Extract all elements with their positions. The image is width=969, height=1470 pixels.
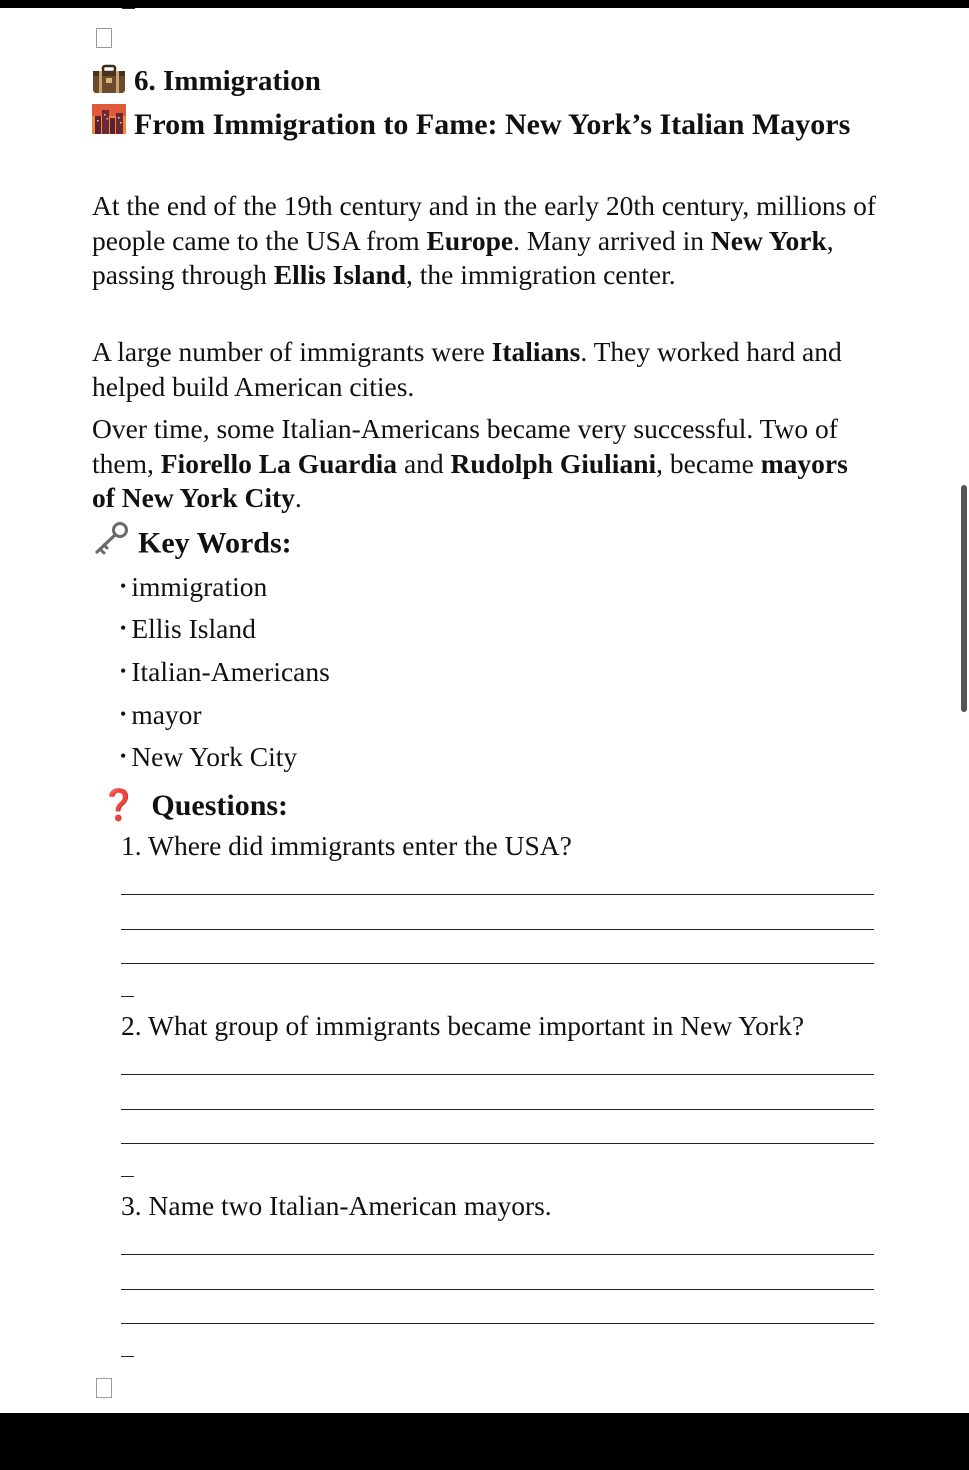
answer-line[interactable] [121, 1143, 874, 1144]
p1-bold-ellis-island: Ellis Island [273, 259, 407, 290]
page-title-text: From Immigration to Fame: New York’s Italian Mayors [134, 108, 851, 141]
p3-bold-mayors: mayors of New York City [92, 447, 848, 513]
page-title [92, 106, 852, 147]
bullet-dot: • [120, 704, 127, 724]
p1-text-4: , the immigration center. [406, 259, 676, 290]
p1-bold-new-york: New York [710, 224, 827, 256]
key-word-item [120, 740, 297, 777]
p3-text-3: , became [656, 447, 761, 479]
key-word-text: New York City [131, 741, 298, 772]
key-word-item [120, 612, 256, 649]
p2-text-1: A large number of immigrants were [92, 336, 492, 367]
answer-line[interactable] [121, 1074, 874, 1075]
questions-heading [100, 788, 288, 824]
answer-line-tail [121, 996, 134, 997]
p1-text-3: , passing through [92, 224, 834, 290]
question-3: 3. Name two Italian-American mayors. [121, 1190, 552, 1221]
stray-underscore [122, 8, 135, 9]
question-2: 2. What group of immigrants became important in New York? [121, 1010, 805, 1041]
answer-line[interactable] [121, 1289, 874, 1290]
section-heading-text: 6. Immigration [134, 65, 321, 97]
bullet-dot: • [120, 618, 127, 638]
key-word-text: mayor [131, 699, 202, 730]
key-words-heading [92, 524, 292, 567]
p3-text-4: . [294, 482, 302, 513]
p1-bold-europe: Europe [426, 224, 514, 256]
checkbox-bottom[interactable] [96, 1378, 112, 1398]
answer-line-tail [121, 1356, 134, 1357]
p3-text-2: and [397, 447, 451, 479]
city-dusk-icon [92, 104, 126, 144]
key-word-text: Italian-Americans [131, 656, 330, 687]
answer-line[interactable] [121, 894, 874, 895]
bullet-dot: • [120, 576, 127, 596]
p1-text-2: . Many arrived in [513, 224, 711, 256]
p3-bold-la-guardia: Fiorello La Guardia [160, 447, 398, 479]
bullet-dot: • [120, 661, 127, 681]
answer-line[interactable] [121, 1323, 874, 1324]
answer-line[interactable] [121, 963, 874, 964]
p2-bold-italians: Italians [491, 336, 581, 367]
key-word-item [120, 655, 330, 692]
key-word-text: immigration [131, 571, 268, 602]
answer-line[interactable] [121, 1109, 874, 1110]
answer-line[interactable] [121, 929, 874, 930]
bullet-dot: • [120, 746, 127, 766]
p1-text-1: At the end of the 19th century and in the early 20th century, millions of people came to the USA from [92, 190, 877, 256]
questions-heading-text: Questions: [151, 789, 289, 822]
briefcase-icon [92, 64, 126, 102]
key-words-heading-text: Key Words: [138, 526, 292, 560]
paragraph-3 [92, 412, 877, 516]
document-page [0, 8, 969, 1413]
answer-line[interactable] [121, 1254, 874, 1255]
answer-line-tail [121, 1176, 134, 1177]
p3-bold-giuliani: Rudolph Giuliani [450, 447, 657, 479]
paragraph-2 [92, 335, 877, 404]
paragraph-1 [92, 189, 877, 293]
p3-text-1: Over time, some Italian-Americans became very successful. Two of them, [92, 413, 838, 479]
checkbox-top[interactable] [96, 28, 112, 48]
question-1: 1. Where did immigrants enter the USA? [121, 830, 572, 861]
key-icon [92, 521, 130, 564]
question-mark-icon: ❓ [100, 788, 138, 823]
key-word-text: Ellis Island [131, 613, 256, 644]
p2-text-2: . They worked hard and helped build American cities. [92, 336, 842, 402]
key-word-item [120, 570, 267, 607]
section-heading [92, 64, 321, 102]
scrollbar[interactable] [961, 485, 967, 712]
key-word-item [120, 698, 202, 735]
